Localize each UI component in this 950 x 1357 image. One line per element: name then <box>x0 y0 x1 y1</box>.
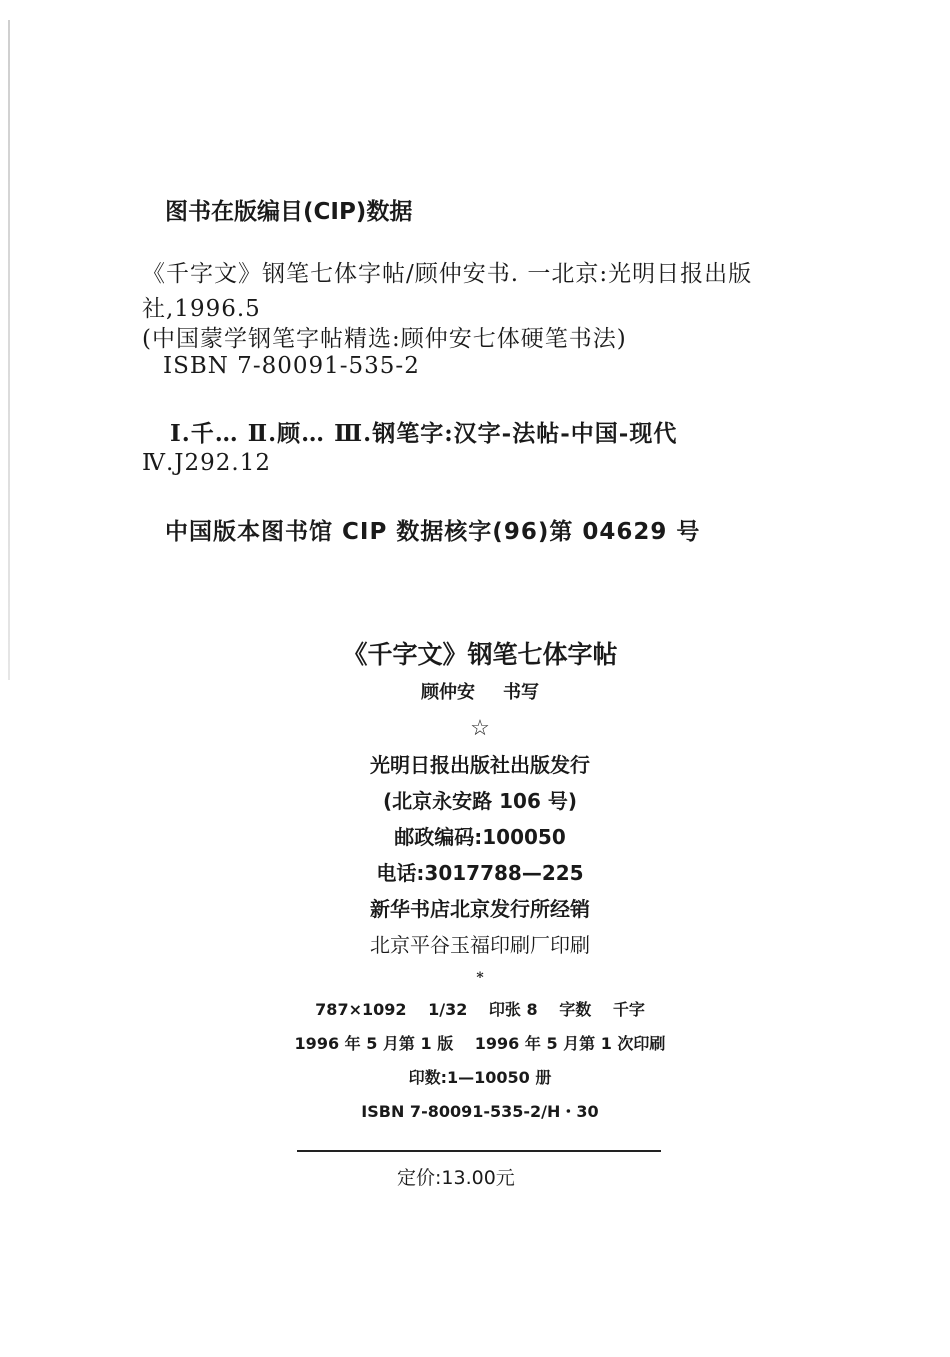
divider-rule <box>297 1150 661 1152</box>
phone: 电话:3017788—225 <box>376 861 584 885</box>
author-name: 顾仲安 <box>421 682 475 703</box>
paper-format: 787×1092 <box>315 1000 407 1019</box>
printed-sheets: 印张 8 <box>488 1000 538 1019</box>
distributor: 新华书店北京发行所经销 <box>370 897 590 921</box>
cip-subject-headings: Ⅰ.千… Ⅱ.顾… Ⅲ.钢笔字:汉字-法帖-中国-现代 <box>170 420 678 447</box>
book-title: 《千字文》钢笔七体字帖 <box>342 640 618 669</box>
fold: 1/32 <box>428 1000 468 1019</box>
print-run: 印数:1—10050 册 <box>408 1068 552 1087</box>
colophon <box>260 635 700 1129</box>
printing: 1996 年 5 月第 1 次印刷 <box>474 1034 666 1053</box>
isbn-line: ISBN 7-80091-535-2/H・30 <box>361 1102 599 1121</box>
star-ornament: ☆ <box>470 716 490 741</box>
edition-line <box>260 1027 700 1061</box>
publisher: 光明日报出版社出版发行 <box>370 753 590 777</box>
price-value: 13.00元 <box>441 1167 515 1189</box>
printer: 北京平谷玉福印刷厂印刷 <box>370 933 590 957</box>
cip-title-line: 《千字文》钢笔七体字帖/顾仲安书. 一北京:光明日报出版 <box>142 261 753 287</box>
format-line <box>260 993 700 1027</box>
cip-publisher-date: 社,1996.5 <box>142 296 261 322</box>
cip-series: (中国蒙学钢笔字帖精选:顾仲安七体硬笔书法) <box>142 326 627 352</box>
dot-ornament: * <box>476 970 484 986</box>
page-edge-shadow <box>8 20 10 680</box>
cip-classification: Ⅳ.J292.12 <box>142 450 271 476</box>
edition: 1996 年 5 月第 1 版 <box>294 1034 454 1053</box>
postcode: 邮政编码:100050 <box>394 825 566 849</box>
author-role: 书写 <box>503 682 539 703</box>
cip-heading: 图书在版编目(CIP)数据 <box>165 199 413 225</box>
author-line <box>260 675 700 711</box>
word-count-unit: 千字 <box>612 1000 645 1019</box>
price-label: 定价: <box>397 1167 442 1189</box>
publisher-address: (北京永安路 106 号) <box>383 789 577 813</box>
price-line <box>397 1163 515 1190</box>
cip-isbn: ISBN 7-80091-535-2 <box>163 353 420 379</box>
cip-record-number: 中国版本图书馆 CIP 数据核字(96)第 04629 号 <box>165 519 701 545</box>
word-count-label: 字数 <box>559 1000 592 1019</box>
